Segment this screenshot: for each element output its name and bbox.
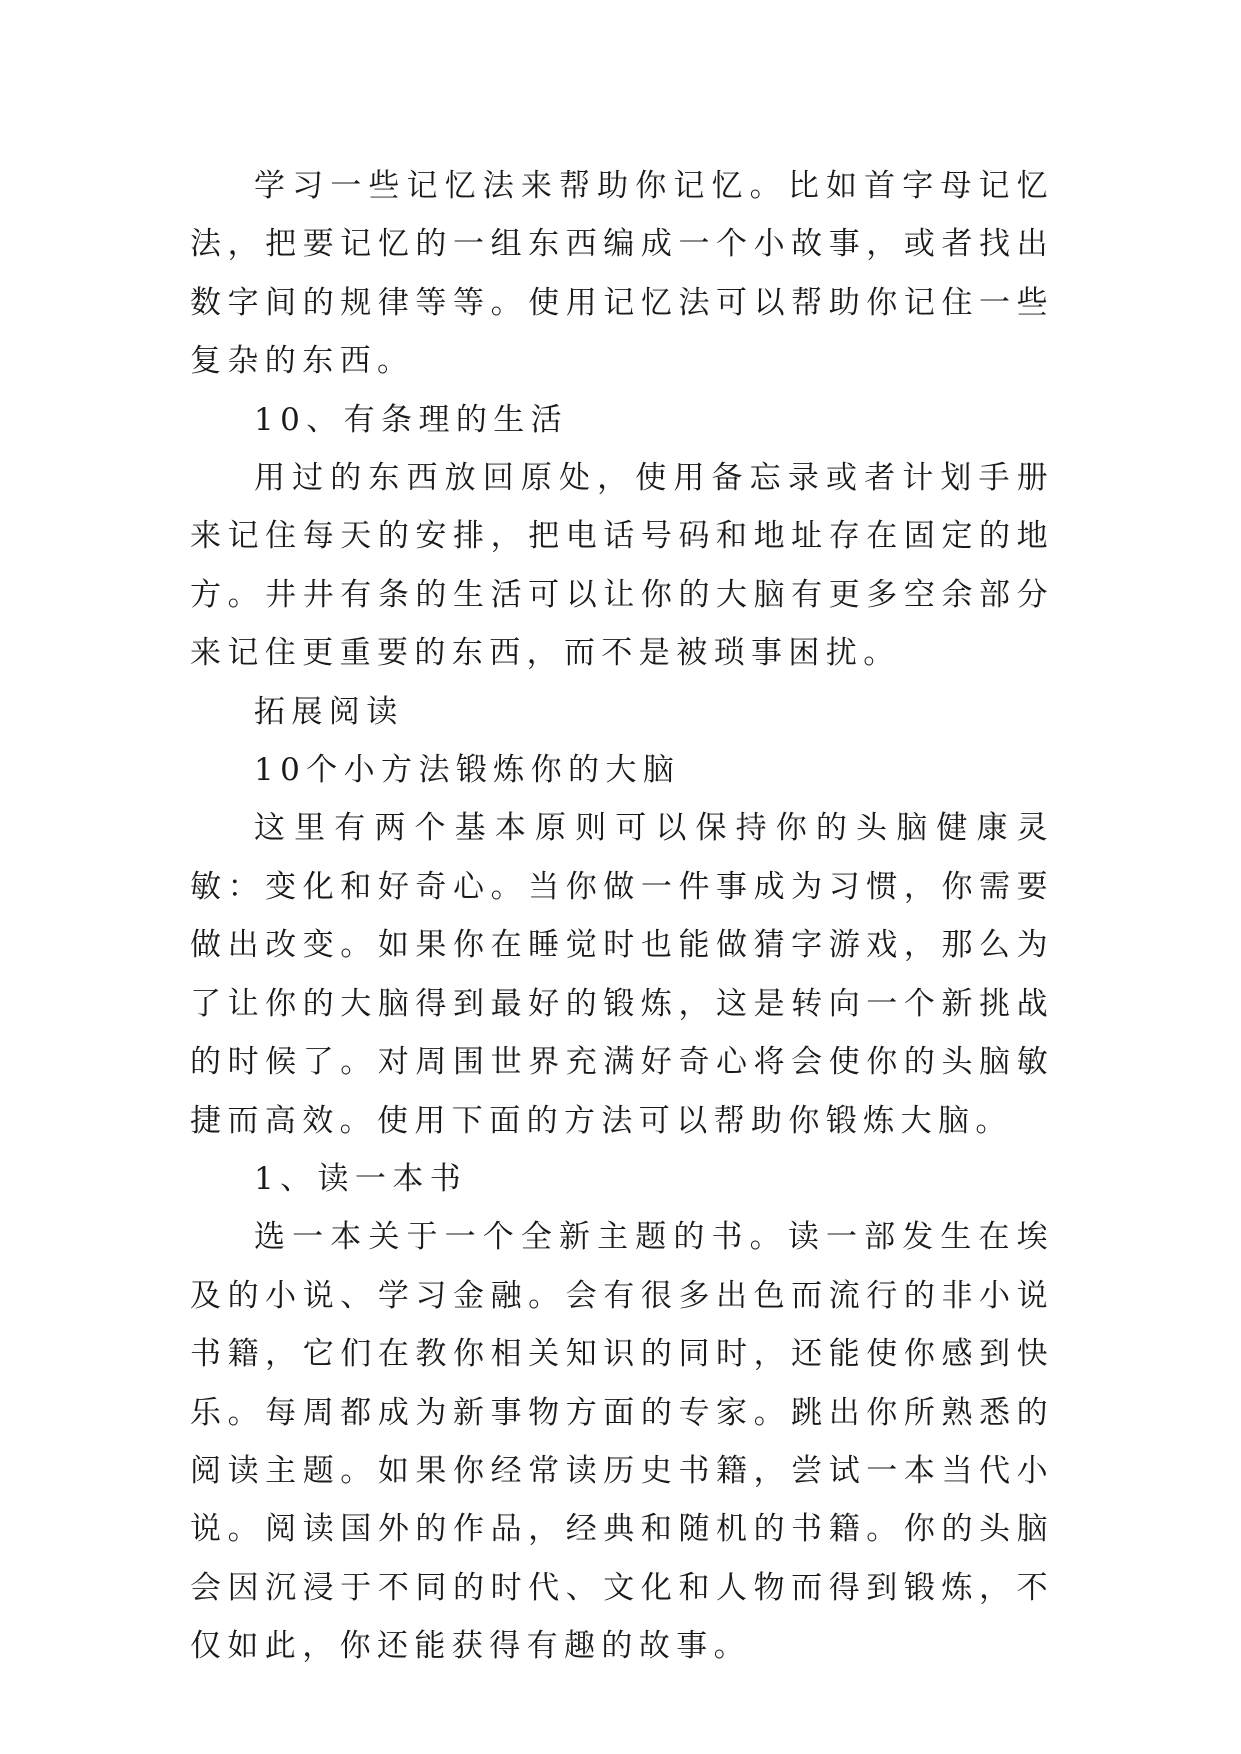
paragraph-brain-principles: 这里有两个基本原则可以保持你的头脑健康灵敏：变化和好奇心。当你做一件事成为习惯，你需要做出改变。如果你在睡觉时也能做猜字游戏，那么为了让你的大脑得到最好的锻炼，这是转向一个新挑战的时候了。对周围世界充满好奇心将会使你的头脑敏捷而高效。使用下面的方法可以帮助你锻炼大脑。 <box>190 810 1054 1139</box>
heading-brain-exercise-methods: 10个小方法锻炼你的大脑 <box>254 752 681 789</box>
heading-extended-reading: 拓展阅读 <box>254 693 404 730</box>
heading-read-a-book: 1、读一本书 <box>254 1160 468 1197</box>
document-body <box>190 157 1054 1676</box>
heading-organized-life: 10、有条理的生活 <box>254 401 569 438</box>
paragraph-organized-life: 用过的东西放回原处，使用备忘录或者计划手册来记住每天的安排，把电话号码和地址存在固定的地方。井井有条的生活可以让你的大脑有更多空余部分来记住更重要的东西，而不是被琐事困扰。 <box>190 460 1054 672</box>
paragraph-read-a-book: 选一本关于一个全新主题的书。读一部发生在埃及的小说、学习金融。会有很多出色而流行的非小说书籍，它们在教你相关知识的同时，还能使你感到快乐。每周都成为新事物方面的专家。跳出你所熟悉的阅读主题。如果你经常读历史书籍，尝试一本当代小说。阅读国外的作品，经典和随机的书籍。你的头脑会因沉浸于不同的时代、文化和人物而得到锻炼，不仅如此，你还能获得有趣的故事。 <box>190 1219 1054 1665</box>
paragraph-memory-techniques: 学习一些记忆法来帮助你记忆。比如首字母记忆法，把要记忆的一组东西编成一个小故事，或者找出数字间的规律等等。使用记忆法可以帮助你记住一些复杂的东西。 <box>190 168 1054 380</box>
